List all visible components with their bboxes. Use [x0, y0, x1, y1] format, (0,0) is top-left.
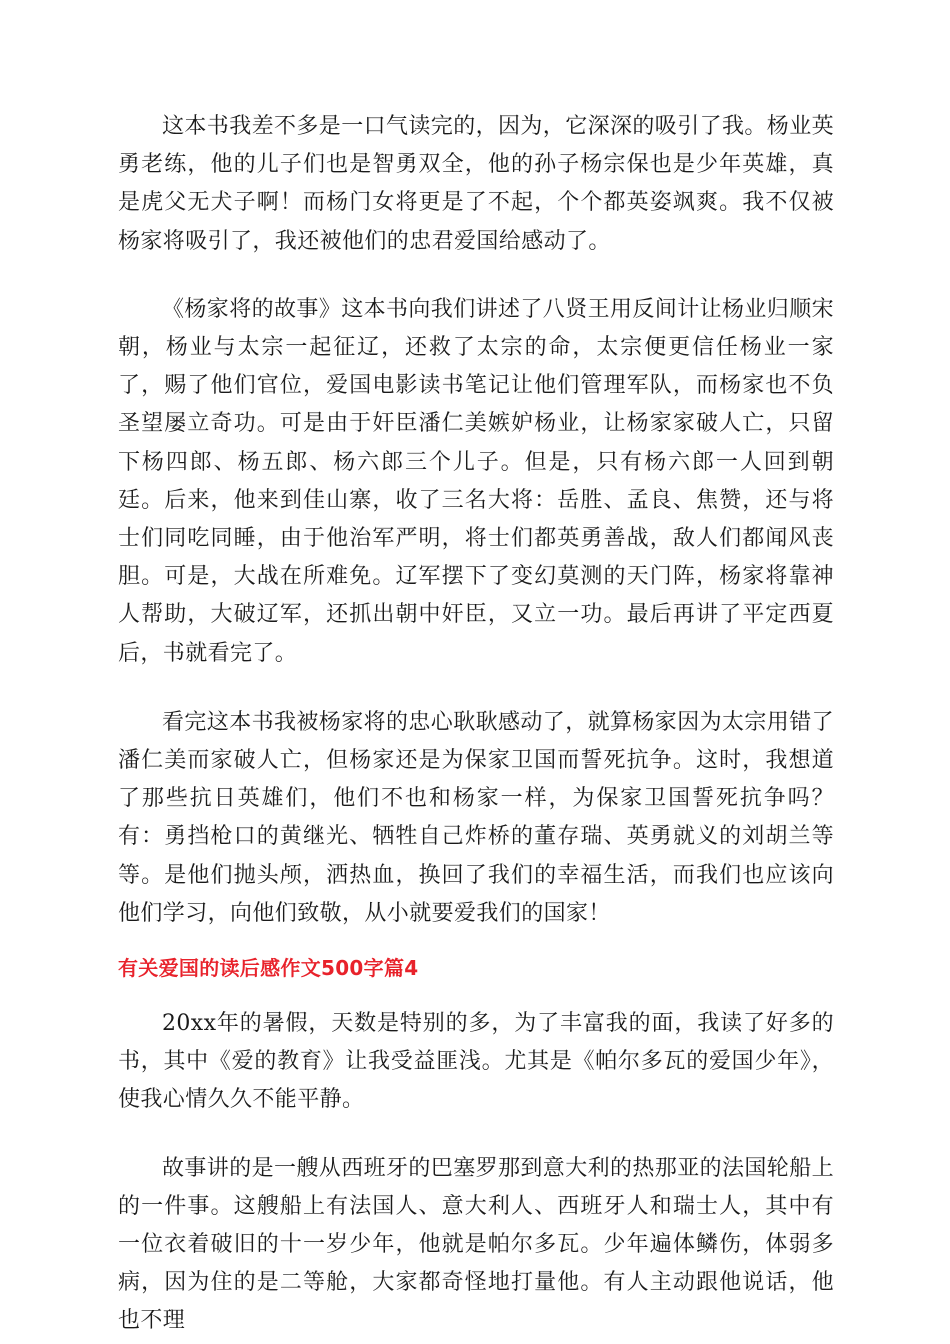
document-body: [118, 108, 834, 1341]
paragraph-5: 故事讲的是一艘从西班牙的巴塞罗那到意大利的热那亚的法国轮船上的一件事。这艘船上有法国人、意大利人、西班牙人和瑞士人，其中有一位衣着破旧的十一岁少年，他就是帕尔多瓦。少年遍体鳞伤，体弱多病，因为住的是二等舱，大家都奇怪地打量他。有人主动跟他说话，他也不理: [118, 1155, 835, 1334]
section-heading: 有关爱国的读后感作文500字篇4: [118, 956, 419, 981]
paragraph-2: 《杨家将的故事》这本书向我们讲述了八贤王用反间计让杨业归顺宋朝，杨业与太宗一起征辽，还救了太宗的命，太宗便更信任杨业一家了，赐了他们官位，爱国电影读书笔记让他们管理军队，而杨家也不负圣望屡立奇功。可是由于奸臣潘仁美嫉妒杨业，让杨家家破人亡，只留下杨四郎、杨五郎、杨六郎三个儿子。但是，只有杨六郎一人回到朝廷。后来，他来到佳山寨，收了三名大将：岳胜、孟良、焦赞，还与将士们同吃同睡，由于他治军严明，将士们都英勇善战，敌人们都闻风丧胆。可是，大战在所难免。辽军摆下了变幻莫测的天门阵，杨家将靠神人帮助，大破辽军，还抓出朝中奸臣，又立一功。最后再讲了平定西夏后，书就看完了。: [118, 296, 835, 666]
paragraph-1: 这本书我差不多是一口气读完的，因为，它深深的吸引了我。杨业英勇老练，他的儿子们也是智勇双全，他的孙子杨宗保也是少年英雄，真是虎父无犬子啊！而杨门女将更是了不起，个个都英姿飒爽。我不仅被杨家将吸引了，我还被他们的忠君爱国给感动了。: [118, 114, 835, 254]
paragraph-4: 20xx年的暑假，天数是特别的多，为了丰富我的面，我读了好多的书，其中《爱的教育》让我受益匪浅。尤其是《帕尔多瓦的爱国少年》，使我心情久久不能平静。: [118, 1011, 834, 1113]
paragraph-3: 看完这本书我被杨家将的忠心耿耿感动了，就算杨家因为太宗用错了潘仁美而家破人亡，但杨家还是为保家卫国而誓死抗争。这时，我想道了那些抗日英雄们，他们不也和杨家一样，为保家卫国誓死抗争吗？有：勇挡枪口的黄继光、牺牲自己炸桥的董存瑞、英勇就义的刘胡兰等等。是他们抛头颅，洒热血，换回了我们的幸福生活，而我们也应该向他们学习，向他们致敬，从小就要爱我们的国家！: [118, 709, 835, 926]
